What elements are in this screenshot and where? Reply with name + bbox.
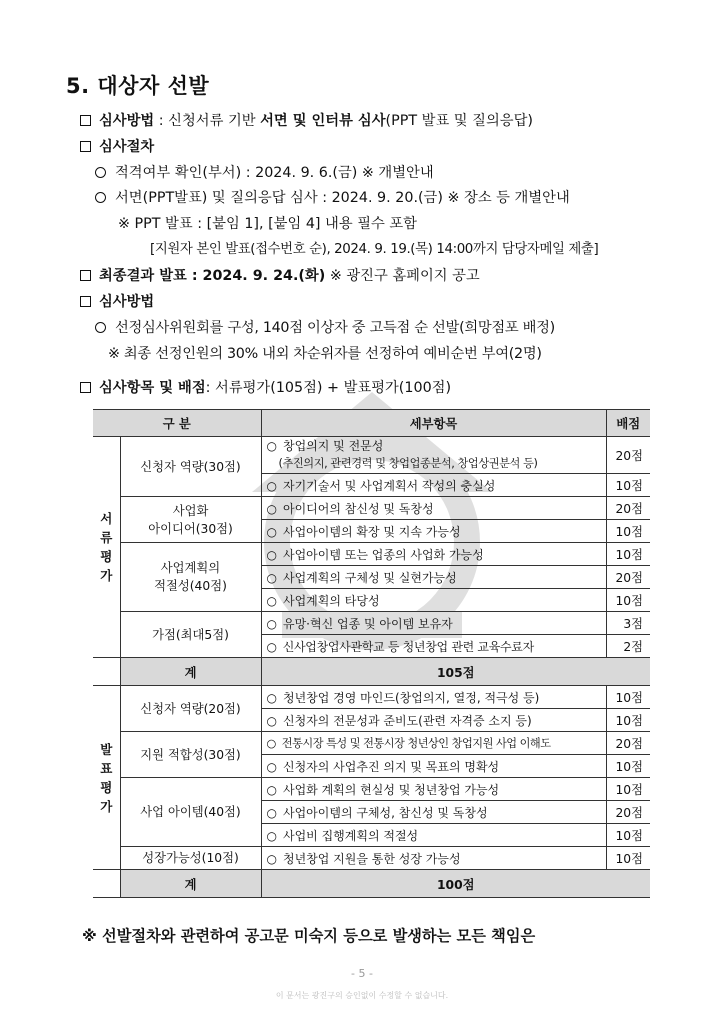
- bullet: ○: [266, 501, 277, 516]
- committee-line: [95, 318, 555, 338]
- bottom-note: ※ 선발절차와 관련하여 공고문 미숙지 등으로 발생하는 모든 책임은: [82, 927, 536, 945]
- footer-notice: 이 문서는 광진구의 승인없이 수정할 수 없습니다.: [275, 991, 449, 1000]
- points-cell: 10점: [606, 686, 650, 709]
- item-cell: [261, 778, 606, 801]
- item-cell: [261, 543, 606, 566]
- bullet: ○: [266, 639, 277, 654]
- page-number: - 5 -: [351, 967, 373, 980]
- section-title: 5. 대상자 선발: [66, 74, 210, 98]
- bullet: ○: [266, 713, 277, 728]
- total-value: 100점: [261, 870, 650, 898]
- checkbox-square-icon: [80, 296, 91, 307]
- table-row: [93, 847, 650, 870]
- item-text: 청년창업 경영 마인드(창업의지, 열정, 적극성 등): [283, 690, 540, 705]
- category-label: 신청자 역량(30점): [120, 437, 261, 497]
- category-label: 가점(최대5점): [120, 612, 261, 658]
- bullet: ○: [266, 478, 277, 493]
- item-text: 자기기술서 및 사업계획서 작성의 충실성: [283, 478, 496, 493]
- category-label: 성장가능성(10점): [120, 847, 261, 870]
- item-cell: [261, 497, 606, 520]
- item-cell: [261, 566, 606, 589]
- item-text: 청년창업 지원을 통한 성장 가능성: [283, 851, 461, 866]
- bullet: ○: [266, 524, 277, 539]
- item-cell: [261, 520, 606, 543]
- written-review-line: [95, 188, 570, 208]
- category-label: 사업계획의 적절성(40점): [120, 543, 261, 612]
- points-cell: 10점: [606, 824, 650, 847]
- points-cell: 10점: [606, 474, 650, 497]
- bullet: ○: [266, 547, 277, 562]
- item-text: 아이디어의 참신성 및 독창성: [283, 501, 434, 516]
- review-method2-label: 심사방법: [99, 294, 155, 310]
- item-cell: [261, 474, 606, 497]
- checkbox-square-icon: [80, 115, 91, 126]
- points-cell: 10점: [606, 847, 650, 870]
- checkbox-square-icon: [80, 270, 91, 281]
- circle-bullet-icon: [95, 192, 106, 203]
- item-cell: [261, 847, 606, 870]
- points-cell: 10점: [606, 589, 650, 612]
- review-procedure-line: [80, 137, 154, 157]
- eligibility-check-text: 적격여부 확인(부서) : 2024. 9. 6.(금) ※ 개별안내: [115, 165, 434, 181]
- ppt-note-line: ※ PPT 발표 : [붙임 1], [붙임 4] 내용 필수 포함: [118, 216, 417, 232]
- item-text: 유망·혁신 업종 및 아이템 보유자: [283, 616, 453, 631]
- table-row: [93, 543, 650, 566]
- bullet: ○: [266, 851, 277, 866]
- item-cell: [261, 612, 606, 635]
- bullet: ○: [266, 737, 276, 750]
- checkbox-square-icon: [80, 382, 91, 393]
- item-cell: [261, 755, 606, 778]
- reserve-note-line: ※ 최종 선정인원의 30% 내외 차순위자를 선정하여 예비순번 부여(2명): [108, 346, 542, 362]
- bullet: ○: [266, 782, 277, 797]
- item-text: 사업비 집행계획의 적절성: [283, 828, 419, 843]
- document-total-row: [93, 658, 650, 686]
- item-cell: [261, 709, 606, 732]
- item-text: 창업의지 및 전문성: [283, 439, 384, 453]
- total-value: 105점: [261, 658, 650, 686]
- total-label: 계: [120, 870, 261, 898]
- item-text: 신청자의 사업추진 의지 및 목표의 명확성: [283, 759, 500, 774]
- circle-bullet-icon: [95, 322, 106, 333]
- review-procedure-label: 심사절차: [99, 139, 155, 155]
- bullet: ○: [266, 439, 277, 453]
- review-method-label: 심사방법: [99, 113, 155, 129]
- item-text: 전통시장 특성 및 전통시장 청년상인 창업지원 사업 이해도: [281, 737, 551, 750]
- item-cell: [261, 635, 606, 658]
- review-method-text-b: 서면 및 인터뷰 심사: [260, 113, 386, 129]
- item-cell: [261, 732, 606, 755]
- category-label: 사업 아이템(40점): [120, 778, 261, 847]
- bullet: ○: [266, 759, 277, 774]
- review-method-line: [80, 111, 533, 131]
- review-method-text-a: : 신청서류 기반: [154, 113, 261, 129]
- item-text: 사업아이템 또는 업종의 사업화 가능성: [283, 547, 484, 562]
- points-cell: 10점: [606, 709, 650, 732]
- item-text: 사업계획의 타당성: [283, 593, 380, 608]
- header-points: 배점: [606, 410, 650, 437]
- presentation-total-row: [93, 870, 650, 898]
- category-label: 사업화 아이디어(30점): [120, 497, 261, 543]
- written-review-text: 서면(PPT발표) 및 질의응답 심사 : 2024. 9. 20.(금) ※ 장소 등 개별안내: [115, 190, 570, 206]
- table-header-row: [93, 410, 650, 437]
- final-result-label: 최종결과 발표 : 2024. 9. 24.(화): [99, 268, 326, 284]
- final-result-text: ※ 광진구 홈페이지 공고: [325, 268, 480, 284]
- committee-text: 선정심사위원회를 구성, 140점 이상자 중 고득점 순 선발(희망점포 배정): [115, 320, 555, 336]
- header-category: 구 분: [93, 410, 261, 437]
- group-document-review-label: 서 류 평 가: [100, 511, 113, 583]
- points-cell: 20점: [606, 566, 650, 589]
- circle-bullet-icon: [95, 167, 106, 178]
- item-cell: [261, 589, 606, 612]
- group-document-review: [93, 437, 120, 658]
- review-method-text-c: (PPT 발표 및 질의응답): [385, 113, 533, 129]
- scoring-items-label: 심사항목 및 배점: [99, 380, 206, 396]
- points-cell: 2점: [606, 635, 650, 658]
- group-presentation-review-label: 발 표 평 가: [100, 741, 113, 814]
- points-cell: 20점: [606, 497, 650, 520]
- points-cell: 10점: [606, 755, 650, 778]
- checkbox-square-icon: [80, 141, 91, 152]
- bullet: ○: [266, 690, 277, 705]
- scoring-items-text: : 서류평가(105점) + 발표평가(100점): [205, 380, 452, 396]
- scoring-table: [93, 409, 650, 898]
- item-text: 사업아이템의 확장 및 지속 가능성: [283, 524, 461, 539]
- final-result-line: [80, 266, 480, 286]
- category-label: 신청자 역량(20점): [120, 686, 261, 732]
- points-cell: 20점: [606, 437, 650, 474]
- item-subtext: (추진의지, 관련경력 및 창업업종분석, 창업상권분석 등): [278, 457, 538, 470]
- bullet: ○: [266, 616, 277, 631]
- points-cell: 3점: [606, 612, 650, 635]
- eligibility-check-line: [95, 163, 434, 183]
- points-cell: 10점: [606, 520, 650, 543]
- header-detail: 세부항목: [261, 410, 606, 437]
- item-cell: [261, 801, 606, 824]
- table-row: [93, 497, 650, 520]
- ppt-submission-line: [지원자 본인 발표(접수번호 순), 2024. 9. 19.(목) 14:00까지 담당자메일 제출]: [150, 242, 599, 257]
- table-row: [93, 437, 650, 474]
- table-row: [93, 612, 650, 635]
- table-row: [93, 686, 650, 709]
- category-label: 지원 적합성(30점): [120, 732, 261, 778]
- item-text: 신청자의 전문성과 준비도(관련 자격증 소지 등): [283, 713, 532, 728]
- item-text: 신사업창업사관학교 등 청년창업 관련 교육수료자: [282, 639, 534, 654]
- bullet: ○: [266, 828, 277, 843]
- review-method2-line: [80, 292, 154, 312]
- bullet: ○: [266, 570, 277, 585]
- item-cell: [261, 824, 606, 847]
- item-text: 사업계획의 구체성 및 실현가능성: [283, 570, 457, 585]
- points-cell: 10점: [606, 543, 650, 566]
- points-cell: 10점: [606, 778, 650, 801]
- scoring-items-line: [80, 378, 451, 398]
- points-cell: 20점: [606, 732, 650, 755]
- table-row: [93, 732, 650, 755]
- bullet: ○: [266, 593, 277, 608]
- item-text: 사업아이템의 구체성, 참신성 및 독창성: [283, 805, 488, 820]
- points-cell: 20점: [606, 801, 650, 824]
- item-cell: [261, 437, 606, 474]
- total-label: 계: [120, 658, 261, 686]
- item-cell: [261, 686, 606, 709]
- bullet: ○: [266, 805, 277, 820]
- group-presentation-review: [93, 686, 120, 870]
- item-text: 사업화 계획의 현실성 및 청년창업 가능성: [283, 782, 500, 797]
- table-row: [93, 778, 650, 801]
